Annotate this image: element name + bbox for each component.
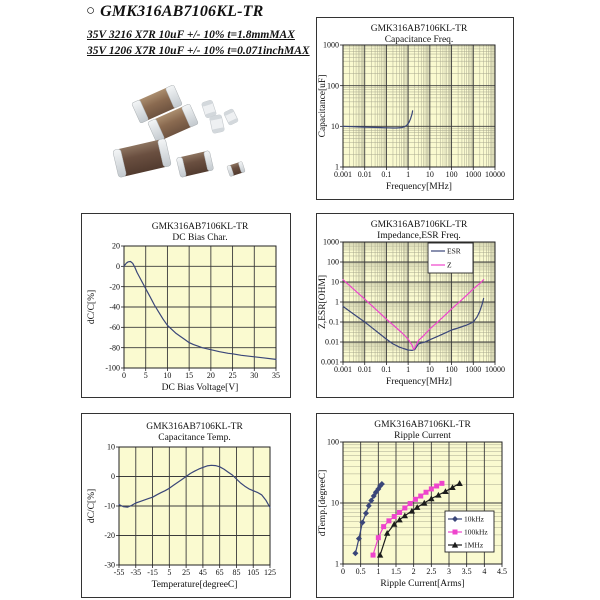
- svg-text:125: 125: [264, 568, 276, 577]
- svg-text:100: 100: [445, 170, 458, 179]
- svg-text:GMK316AB7106KL-TR: GMK316AB7106KL-TR: [370, 24, 468, 34]
- svg-text:10000: 10000: [485, 365, 505, 374]
- svg-text:Frequency[MHz]: Frequency[MHz]: [386, 182, 452, 192]
- svg-text:Frequency[MHz]: Frequency[MHz]: [386, 377, 452, 387]
- svg-text:0: 0: [122, 371, 126, 380]
- svg-text:10: 10: [107, 442, 115, 452]
- svg-text:-80: -80: [109, 343, 120, 353]
- panel-impedance-esr: [316, 213, 514, 398]
- svg-text:1: 1: [406, 365, 411, 374]
- svg-text:0.1: 0.1: [329, 317, 339, 327]
- svg-text:100: 100: [327, 437, 339, 447]
- svg-text:3.5: 3.5: [461, 567, 472, 576]
- svg-text:0.001: 0.001: [321, 357, 339, 367]
- svg-text:0.5: 0.5: [355, 567, 366, 576]
- svg-text:2.5: 2.5: [426, 567, 437, 576]
- svg-text:100: 100: [445, 365, 458, 374]
- svg-text:-15: -15: [147, 568, 158, 577]
- svg-text:Temperature[degreeC]: Temperature[degreeC]: [151, 580, 238, 590]
- svg-text:1: 1: [406, 170, 411, 179]
- panel-ripple-current: [316, 413, 514, 598]
- svg-text:10: 10: [331, 121, 339, 131]
- svg-text:1000: 1000: [323, 40, 339, 50]
- circle-icon: ○: [86, 2, 96, 19]
- svg-text:GMK316AB7106KL-TR: GMK316AB7106KL-TR: [151, 222, 249, 232]
- svg-text:GMK316AB7106KL-TR: GMK316AB7106KL-TR: [146, 422, 243, 432]
- svg-text:1MHz: 1MHz: [464, 540, 484, 550]
- svg-text:1000: 1000: [465, 365, 482, 374]
- chart-dc-bias: [82, 214, 290, 397]
- svg-text:1000: 1000: [465, 170, 482, 179]
- svg-text:-55: -55: [113, 568, 125, 577]
- svg-text:20: 20: [206, 371, 215, 380]
- svg-text:-60: -60: [109, 322, 120, 332]
- svg-text:10: 10: [163, 371, 172, 380]
- svg-text:0.01: 0.01: [357, 170, 372, 179]
- svg-text:-40: -40: [109, 302, 120, 312]
- svg-text:10: 10: [425, 170, 434, 179]
- chip-medium-dark: [176, 150, 214, 177]
- panel-capacitance-freq: [316, 17, 514, 200]
- panel-dc-bias: [81, 213, 291, 398]
- svg-text:45: 45: [198, 568, 207, 577]
- svg-text:30: 30: [250, 371, 259, 380]
- svg-text:85: 85: [232, 568, 241, 577]
- svg-text:Ripple Current: Ripple Current: [394, 431, 451, 441]
- svg-text:20: 20: [112, 241, 120, 251]
- svg-text:10: 10: [425, 365, 434, 374]
- svg-text:65: 65: [215, 568, 224, 577]
- svg-text:DC Bias Char.: DC Bias Char.: [172, 233, 228, 243]
- svg-text:dTemp.[degreeC]: dTemp.[degreeC]: [318, 469, 328, 537]
- svg-text:0.01: 0.01: [357, 365, 372, 374]
- svg-text:0: 0: [111, 472, 115, 482]
- svg-text:DC Bias Voltage[V]: DC Bias Voltage[V]: [161, 383, 239, 393]
- svg-text:4: 4: [482, 567, 487, 576]
- chip-large-dark: [113, 138, 172, 177]
- spec-line-2: 35V 1206 X7R 10uF +/- 10% t=0.071inchMAX: [87, 45, 310, 58]
- svg-text:dC/C[%]: dC/C[%]: [87, 289, 97, 325]
- svg-text:10kHz: 10kHz: [464, 514, 484, 524]
- svg-text:-20: -20: [109, 282, 120, 292]
- svg-text:5: 5: [143, 371, 148, 380]
- svg-text:0.1: 0.1: [381, 365, 392, 374]
- svg-text:Impedance,ESR Freq.: Impedance,ESR Freq.: [377, 231, 461, 241]
- chart-impedance-esr: [317, 214, 513, 397]
- svg-text:3: 3: [447, 567, 451, 576]
- svg-text:100kHz: 100kHz: [464, 527, 488, 537]
- svg-text:1: 1: [335, 297, 339, 307]
- svg-text:Capacitance[uF]: Capacitance[uF]: [318, 74, 328, 138]
- svg-text:Ripple Current[Arms]: Ripple Current[Arms]: [380, 579, 465, 589]
- chip-small-white-a: [201, 100, 216, 119]
- panel-capacitance-temp: [81, 413, 291, 598]
- svg-text:-100: -100: [105, 363, 120, 373]
- svg-text:Z,ESR[OHM]: Z,ESR[OHM]: [318, 274, 328, 330]
- svg-text:0.1: 0.1: [381, 170, 392, 179]
- svg-text:-35: -35: [130, 568, 142, 577]
- svg-text:0.001: 0.001: [334, 365, 352, 374]
- svg-text:0: 0: [341, 567, 345, 576]
- svg-text:1: 1: [335, 559, 339, 569]
- svg-text:1: 1: [376, 567, 381, 576]
- chart-ripple-current: [317, 414, 513, 597]
- svg-text:Z: Z: [447, 260, 452, 270]
- svg-text:0.001: 0.001: [334, 170, 352, 179]
- svg-text:dC/C[%]: dC/C[%]: [87, 488, 97, 524]
- svg-text:105: 105: [247, 568, 260, 577]
- chip-small-white-c: [223, 109, 238, 126]
- svg-text:ESR: ESR: [447, 246, 461, 256]
- svg-text:-30: -30: [104, 560, 115, 570]
- chart-capacitance-temp: [82, 414, 290, 597]
- svg-text:10: 10: [331, 498, 339, 508]
- svg-text:1.5: 1.5: [391, 567, 401, 576]
- svg-text:5: 5: [167, 568, 172, 577]
- svg-text:0: 0: [116, 261, 120, 271]
- svg-text:100: 100: [327, 81, 339, 91]
- part-number-title: GMK316AB7106KL-TR: [100, 3, 264, 20]
- svg-text:2: 2: [411, 567, 416, 576]
- svg-text:1000: 1000: [323, 237, 339, 247]
- svg-text:1: 1: [335, 162, 339, 172]
- product-photo: [96, 74, 266, 196]
- svg-text:25: 25: [182, 568, 191, 577]
- svg-text:35: 35: [272, 371, 280, 380]
- spec-line-1: 35V 3216 X7R 10uF +/- 10% t=1.8mmMAX: [87, 29, 295, 41]
- chart-capacitance-freq: [317, 18, 513, 199]
- svg-text:4.5: 4.5: [497, 567, 507, 576]
- svg-text:GMK316AB7106KL-TR: GMK316AB7106KL-TR: [370, 220, 468, 230]
- spec-block: [87, 27, 310, 59]
- chip-tiny-dark: [227, 161, 246, 176]
- svg-text:25: 25: [228, 371, 237, 380]
- svg-text:Capacitance Temp.: Capacitance Temp.: [158, 433, 231, 443]
- chip-small-white-b: [209, 114, 224, 133]
- svg-text:0.01: 0.01: [325, 337, 339, 347]
- svg-text:15: 15: [185, 371, 194, 380]
- svg-text:GMK316AB7106KL-TR: GMK316AB7106KL-TR: [374, 420, 471, 430]
- svg-text:-20: -20: [104, 531, 115, 541]
- svg-text:10000: 10000: [485, 170, 505, 179]
- svg-text:-10: -10: [104, 501, 115, 511]
- svg-text:10: 10: [331, 277, 339, 287]
- svg-text:100: 100: [327, 257, 339, 267]
- part-header: [86, 3, 263, 21]
- svg-text:Capacitance Freq.: Capacitance Freq.: [384, 35, 454, 45]
